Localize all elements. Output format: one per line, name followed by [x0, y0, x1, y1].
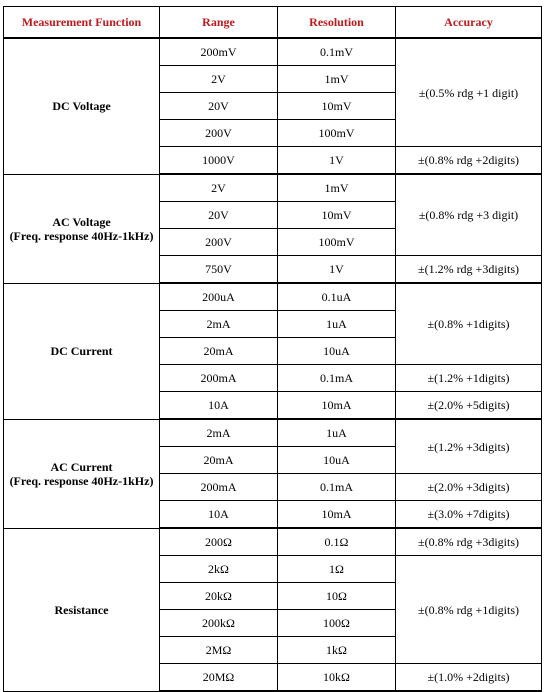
resolution-cell: 0.1uA [278, 283, 396, 311]
range-cell: 200V [160, 120, 278, 147]
measurement-function-cell [4, 283, 160, 419]
function-name: DC Voltage [52, 99, 111, 114]
range-cell: 200mA [160, 365, 278, 392]
range-cell: 200kΩ [160, 610, 278, 637]
table-row [4, 528, 542, 556]
accuracy-cell: ±(0.8% rdg +2digits) [396, 147, 542, 175]
measurement-function-cell [4, 174, 160, 283]
range-cell: 200V [160, 229, 278, 256]
range-cell: 2MΩ [160, 637, 278, 664]
accuracy-cell: ±(0.5% rdg +1 digit) [396, 38, 542, 147]
range-cell: 200uA [160, 283, 278, 311]
accuracy-cell: ±(2.0% +5digits) [396, 392, 542, 420]
resolution-cell: 100Ω [278, 610, 396, 637]
measurement-function-cell [4, 419, 160, 528]
resolution-cell: 10mV [278, 93, 396, 120]
function-frequency-note: (Freq. response 40Hz-1kHz) [9, 228, 154, 243]
header-range: Range [160, 7, 278, 39]
resolution-cell: 1mV [278, 66, 396, 93]
measurement-function-cell [4, 38, 160, 174]
accuracy-cell: ±(0.8% rdg +3digits) [396, 528, 542, 556]
resolution-cell: 1uA [278, 419, 396, 447]
header-measurement-function: Measurement Function [4, 7, 160, 39]
resolution-cell: 10mA [278, 501, 396, 529]
header-accuracy: Accuracy [396, 7, 542, 39]
range-cell: 750V [160, 256, 278, 284]
table-row [4, 38, 542, 66]
resolution-cell: 10Ω [278, 583, 396, 610]
resolution-cell: 1V [278, 256, 396, 284]
accuracy-cell: ±(1.0% +2digits) [396, 664, 542, 692]
resolution-cell: 10kΩ [278, 664, 396, 692]
resolution-cell: 0.1mA [278, 365, 396, 392]
range-cell: 200mA [160, 474, 278, 501]
resolution-cell: 1Ω [278, 556, 396, 583]
range-cell: 20mA [160, 338, 278, 365]
resolution-cell: 0.1mV [278, 38, 396, 66]
resolution-cell: 0.1mA [278, 474, 396, 501]
function-name: Resistance [54, 602, 109, 617]
accuracy-cell: ±(3.0% +7digits) [396, 501, 542, 529]
measurement-function-cell [4, 528, 160, 691]
table-body [4, 38, 542, 691]
header-resolution: Resolution [278, 7, 396, 39]
accuracy-cell: ±(0.8% +1digits) [396, 283, 542, 365]
accuracy-cell: ±(1.2% rdg +3digits) [396, 256, 542, 284]
range-cell: 20mA [160, 447, 278, 474]
resolution-cell: 100mV [278, 229, 396, 256]
range-cell: 20kΩ [160, 583, 278, 610]
table-row [4, 419, 542, 447]
resolution-cell: 1kΩ [278, 637, 396, 664]
accuracy-cell: ±(0.8% rdg +1digits) [396, 556, 542, 664]
range-cell: 2V [160, 66, 278, 93]
resolution-cell: 10mV [278, 202, 396, 229]
accuracy-cell: ±(1.2% +3digits) [396, 419, 542, 474]
resolution-cell: 10mA [278, 392, 396, 420]
range-cell: 2V [160, 174, 278, 202]
resolution-cell: 100mV [278, 120, 396, 147]
table-row [4, 283, 542, 311]
accuracy-cell: ±(0.8% rdg +3 digit) [396, 174, 542, 256]
resolution-cell: 1mV [278, 174, 396, 202]
range-cell: 10A [160, 501, 278, 529]
resolution-cell: 1uA [278, 311, 396, 338]
range-cell: 20V [160, 93, 278, 120]
range-cell: 1000V [160, 147, 278, 175]
range-cell: 2kΩ [160, 556, 278, 583]
range-cell: 2mA [160, 419, 278, 447]
range-cell: 200Ω [160, 528, 278, 556]
resolution-cell: 1V [278, 147, 396, 175]
function-name: AC Current [50, 459, 113, 474]
range-cell: 10A [160, 392, 278, 420]
resolution-cell: 0.1Ω [278, 528, 396, 556]
range-cell: 200mV [160, 38, 278, 66]
accuracy-cell: ±(2.0% +3digits) [396, 474, 542, 501]
function-name: AC Voltage [52, 214, 111, 229]
accuracy-cell: ±(1.2% +1digits) [396, 365, 542, 392]
specification-table [3, 6, 542, 692]
range-cell: 20MΩ [160, 664, 278, 692]
resolution-cell: 10uA [278, 338, 396, 365]
header-row [4, 7, 542, 39]
table-row [4, 174, 542, 202]
function-name: DC Current [50, 344, 113, 358]
function-frequency-note: (Freq. response 40Hz-1kHz) [9, 473, 154, 488]
range-cell: 20V [160, 202, 278, 229]
resolution-cell: 10uA [278, 447, 396, 474]
range-cell: 2mA [160, 311, 278, 338]
